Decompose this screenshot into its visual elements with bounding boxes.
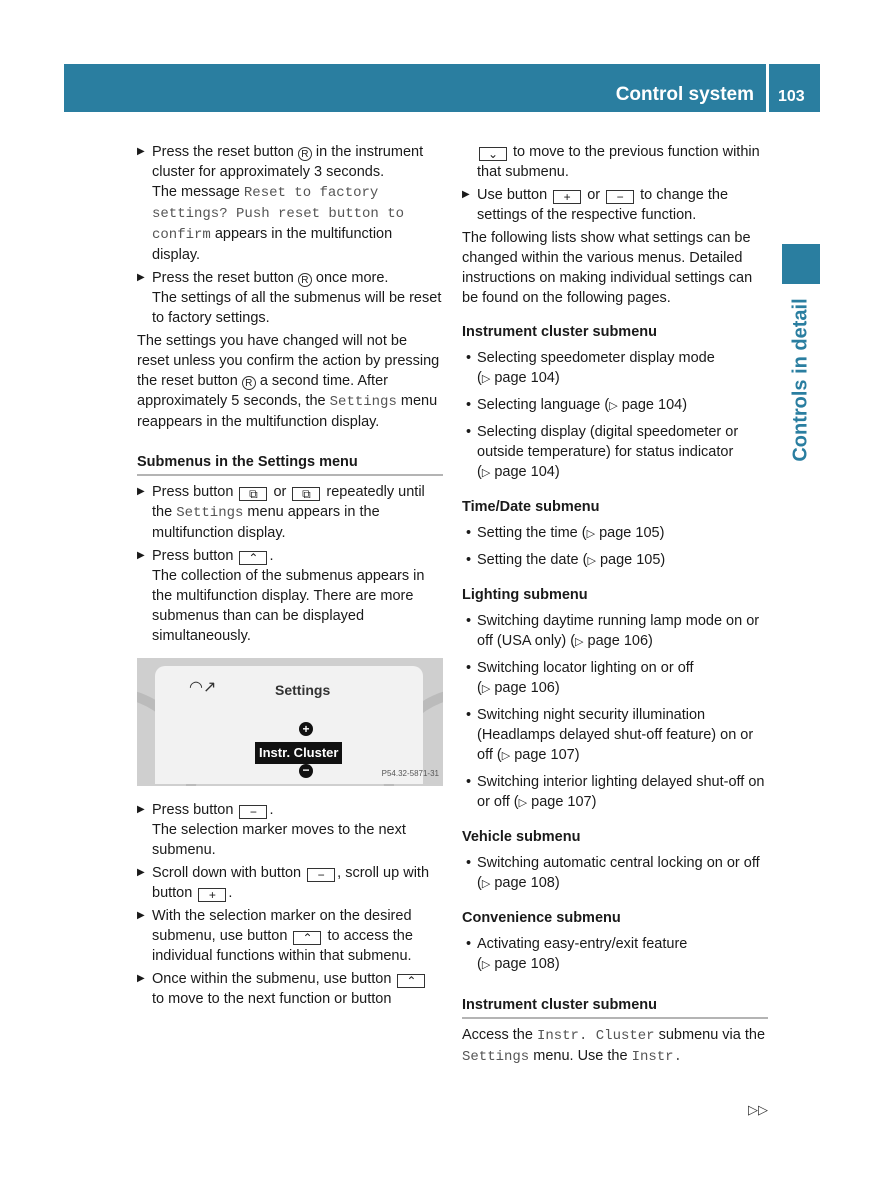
step-press-page-buttons: ▶ Press button ⧉ or ⧉ repeatedly until the Settings menu appears in the multifunction display. xyxy=(137,484,425,541)
display-selected-item: Instr. Cluster xyxy=(255,742,342,764)
plus-button-icon: + xyxy=(198,888,226,902)
up-button-icon: ⌃ xyxy=(293,931,321,945)
minus-button-icon: − xyxy=(239,805,267,819)
section-heading: Instrument cluster submenu xyxy=(462,995,768,1019)
plus-button-icon: + xyxy=(553,190,581,204)
speedometer-icon: ◠↗ xyxy=(189,679,217,696)
step-arrow-icon: ▶ xyxy=(137,486,145,497)
page-back-button-icon: ⧉ xyxy=(239,487,267,501)
down-button-icon: ⌄ xyxy=(479,147,507,161)
list-item: • Switching daytime running lamp mode on or off (USA only) (▷ page 106) xyxy=(466,613,760,649)
step-scroll: ▶ Scroll down with button − , scroll up with button + . xyxy=(137,865,430,902)
reset-button-icon: R xyxy=(242,376,256,390)
section-heading: Instrument cluster submenu xyxy=(462,324,657,340)
list-item: • Switching night security illumination (Headlamps delayed shut-off feature) on or off (▷ page 107) xyxy=(466,707,754,763)
display-figure xyxy=(137,658,443,786)
step-press-minus: ▶ Press button − . The selection marker moves to the next submenu. xyxy=(137,802,406,858)
paragraph-reset-note: The settings you have changed will not be reset unless you confirm the action by pressing the reset button R a second time. After approximately 5 seconds, the Settings menu reappears in the multifunction display. xyxy=(137,333,440,430)
figure-code: P54.32-5871-31 xyxy=(381,769,439,778)
minus-icon: − xyxy=(299,764,313,778)
next-page-arrow-icon: ▷▷ xyxy=(748,1102,768,1117)
continuation-text: ⌄ to move to the previous function within that submenu. xyxy=(477,144,760,180)
list-item: • Selecting display (digital speedometer or outside temperature) for status indicator (▷ page 104) xyxy=(466,424,739,480)
step-arrow-icon: ▶ xyxy=(137,867,145,878)
list-item: • Setting the time (▷ page 105) xyxy=(466,525,665,541)
section-heading: Convenience submenu xyxy=(462,910,621,926)
up-button-icon: ⌃ xyxy=(239,551,267,565)
list-item: • Selecting speedometer display mode (▷ page 104) xyxy=(466,350,715,386)
intro-paragraph: The following lists show what settings can be changed within the various menus. Detailed instructions on making individual settings can be found on the following pages. xyxy=(462,230,753,306)
step-arrow-icon: ▶ xyxy=(137,910,145,921)
list-item: • Setting the date (▷ page 105) xyxy=(466,552,666,568)
header-bar xyxy=(64,64,820,112)
reset-button-icon: R xyxy=(298,147,312,161)
list-item: • Selecting language (▷ page 104) xyxy=(466,397,688,413)
list-item: • Switching locator lighting on or off (▷ page 106) xyxy=(466,660,694,696)
step-arrow-icon: ▶ xyxy=(137,272,145,283)
step-change-settings: ▶ Use button + or − to change the settings of the respective function. xyxy=(462,187,729,223)
section-heading: Vehicle submenu xyxy=(462,829,581,845)
step-next-function: ▶ Once within the submenu, use button ⌃ to move to the next function or button xyxy=(137,969,443,1009)
section-heading: Lighting submenu xyxy=(462,587,588,603)
step-arrow-icon: ▶ xyxy=(137,550,145,561)
header-divider xyxy=(766,64,769,112)
step-arrow-icon: ▶ xyxy=(137,804,145,815)
section-heading: Submenus in the Settings menu xyxy=(137,452,443,476)
page-number: 103 xyxy=(778,88,805,105)
side-tab xyxy=(782,244,820,284)
up-button-icon: ⌃ xyxy=(397,974,425,988)
side-tab-label: Controls in detail xyxy=(789,298,812,462)
step-press-up: ▶ Press button ⌃ . The collection of the submenus appears in the multifunction display. There are more submenus than can be displayed simultaneously. xyxy=(137,548,425,644)
step-access-submenu: ▶ With the selection marker on the desired submenu, use button ⌃ to access the individual functions within that submenu. xyxy=(137,908,413,964)
step-reset-hold: ▶ Press the reset button R in the instrument cluster for approximately 3 seconds. The message Reset to factory settings? Push reset button to confirm appears in the multifunction display. xyxy=(137,144,424,263)
plus-icon: + xyxy=(299,722,313,736)
minus-button-icon: − xyxy=(606,190,634,204)
right-column xyxy=(462,142,768,1070)
display-title: Settings xyxy=(275,682,331,698)
step-arrow-icon: ▶ xyxy=(462,189,470,200)
minus-button-icon: − xyxy=(307,868,335,882)
step-arrow-icon: ▶ xyxy=(137,973,145,984)
reset-button-icon: R xyxy=(298,273,312,287)
page-forward-button-icon: ⧉ xyxy=(292,487,320,501)
step-reset-again: ▶ Press the reset button R once more. The settings of all the submenus will be reset to factory settings. xyxy=(137,270,442,326)
step-arrow-icon: ▶ xyxy=(137,146,145,157)
final-paragraph: Access the Instr. Cluster submenu via the Settings menu. Use the Instr. xyxy=(462,1027,766,1065)
list-item: • Switching interior lighting delayed shut-off on or off (▷ page 107) xyxy=(466,774,765,810)
page-title: Control system xyxy=(615,84,754,105)
left-column xyxy=(137,142,443,1012)
section-heading: Time/Date submenu xyxy=(462,499,600,515)
list-item: • Activating easy-entry/exit feature (▷ page 108) xyxy=(466,936,688,972)
list-item: • Switching automatic central locking on or off (▷ page 108) xyxy=(466,855,760,891)
